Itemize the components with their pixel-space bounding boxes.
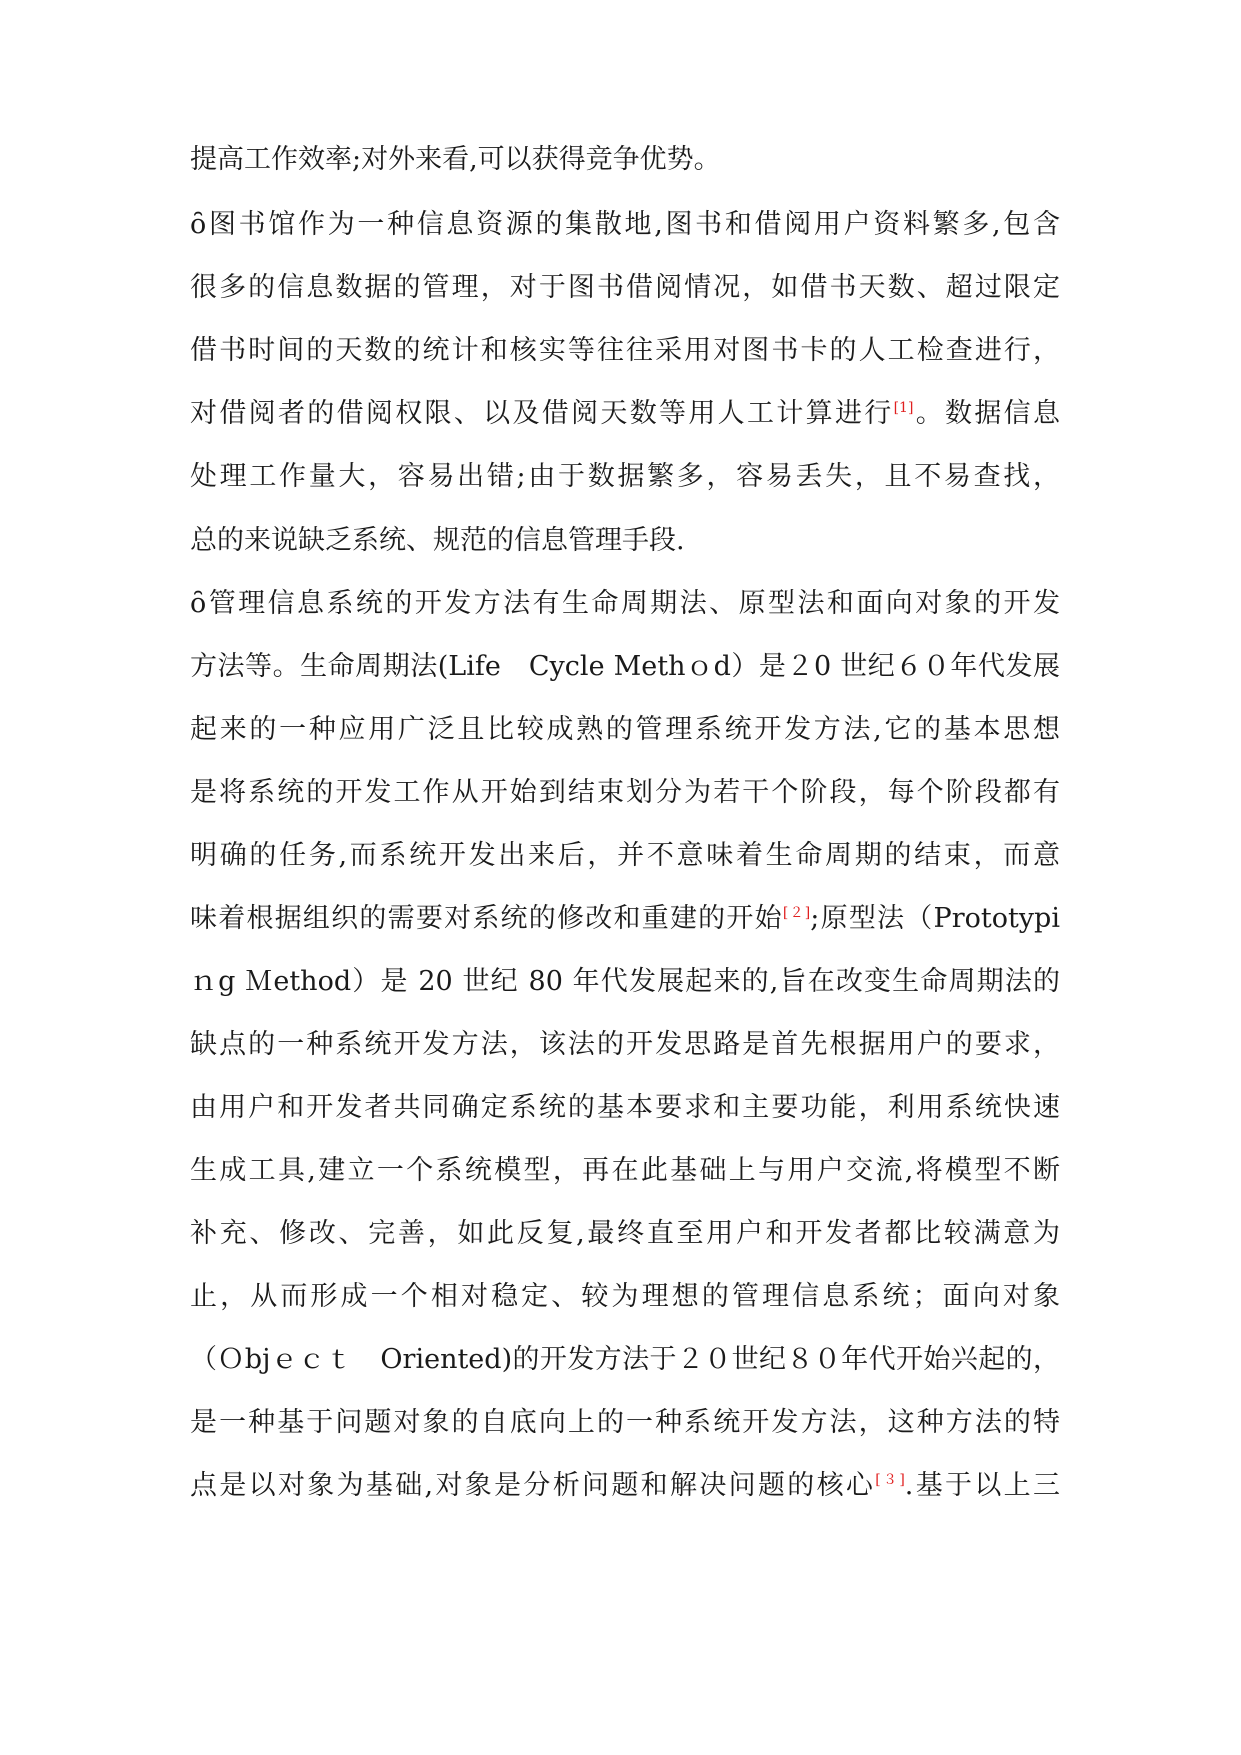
text-line	[190, 1277, 1060, 1317]
text-line	[190, 1151, 1060, 1191]
line-text: 对借阅者的借阅权限、以及借阅天数等用人工计算进行	[190, 398, 894, 429]
text-line	[190, 521, 1060, 561]
text-line	[190, 1466, 1060, 1506]
paragraph-mark: ȏ	[190, 209, 207, 240]
line-text: 起来的一种应用广泛且比较成熟的管理系统开发方法,它的基本思想	[190, 714, 1060, 745]
citation-marker: [２]	[782, 905, 811, 921]
text-line	[190, 836, 1060, 876]
text-line	[190, 647, 1060, 687]
line-text: 方法等。生命周期法(Life Cycle Methｏd）是２0 世纪６０年代发展	[190, 651, 1060, 682]
text-line	[190, 584, 1060, 624]
line-text: ｎg Ｍethod）是 20 世纪 80 年代发展起来的,旨在改变生命周期法的	[190, 966, 1060, 997]
line-text-continued: 。数据信息	[913, 398, 1060, 429]
text-line	[190, 962, 1060, 1002]
line-text-continued: ;原型法（Prototypi	[810, 903, 1060, 934]
text-line	[190, 205, 1060, 245]
line-text-continued: .基于以上三	[904, 1470, 1060, 1501]
line-text: 由用户和开发者共同确定系统的基本要求和主要功能，利用系统快速	[190, 1092, 1060, 1123]
line-text: 点是以对象为基础,对象是分析问题和解决问题的核心	[190, 1470, 876, 1501]
text-line	[190, 140, 1060, 180]
line-text: 是一种基于问题对象的自底向上的一种系统开发方法，这种方法的特	[190, 1407, 1060, 1438]
citation-marker: [1]	[893, 400, 914, 416]
text-line	[190, 331, 1060, 371]
paragraph-mark: ȏ	[190, 588, 207, 619]
line-text: 图书馆作为一种信息资源的集散地,图书和借阅用户资料繁多,包含	[206, 209, 1060, 240]
line-text: 借书时间的天数的统计和核实等往往采用对图书卡的人工检查进行，	[190, 335, 1060, 366]
citation-marker: [３]	[875, 1472, 905, 1488]
line-text: 总的来说缺乏系统、规范的信息管理手段.	[190, 525, 685, 556]
line-text: 味着根据组织的需要对系统的修改和重建的开始	[190, 903, 783, 934]
line-text: （Ｏbjｅｃｔ Oriented)的开发方法于２０世纪８０年代开始兴起的，	[190, 1344, 1060, 1375]
text-line	[190, 1340, 1060, 1380]
line-text: 提高工作效率;对外来看,可以获得竞争优势。	[190, 144, 721, 175]
text-line	[190, 394, 1060, 434]
text-line	[190, 1088, 1060, 1128]
line-text: 是将系统的开发工作从开始到结束划分为若干个阶段，每个阶段都有	[190, 777, 1060, 808]
line-text: 管理信息系统的开发方法有生命周期法、原型法和面向对象的开发	[206, 588, 1060, 619]
text-line	[190, 457, 1060, 497]
line-text: 生成工具,建立一个系统模型，再在此基础上与用户交流,将模型不断	[190, 1155, 1060, 1186]
text-line	[190, 1025, 1060, 1065]
line-text: 很多的信息数据的管理，对于图书借阅情况，如借书天数、超过限定	[190, 272, 1060, 303]
line-text: 止，从而形成一个相对稳定、较为理想的管理信息系统；面向对象	[190, 1281, 1060, 1312]
text-line	[190, 773, 1060, 813]
line-text: 补充、修改、完善，如此反复,最终直至用户和开发者都比较满意为	[190, 1218, 1060, 1249]
line-text: 缺点的一种系统开发方法，该法的开发思路是首先根据用户的要求，	[190, 1029, 1060, 1060]
text-line	[190, 268, 1060, 308]
line-text: 明确的任务,而系统开发出来后，并不意味着生命周期的结束，而意	[190, 840, 1060, 871]
text-line	[190, 710, 1060, 750]
line-text: 处理工作量大，容易出错;由于数据繁多，容易丢失，且不易查找，	[190, 461, 1060, 492]
text-line	[190, 1403, 1060, 1443]
text-line	[190, 899, 1060, 939]
text-line	[190, 1214, 1060, 1254]
